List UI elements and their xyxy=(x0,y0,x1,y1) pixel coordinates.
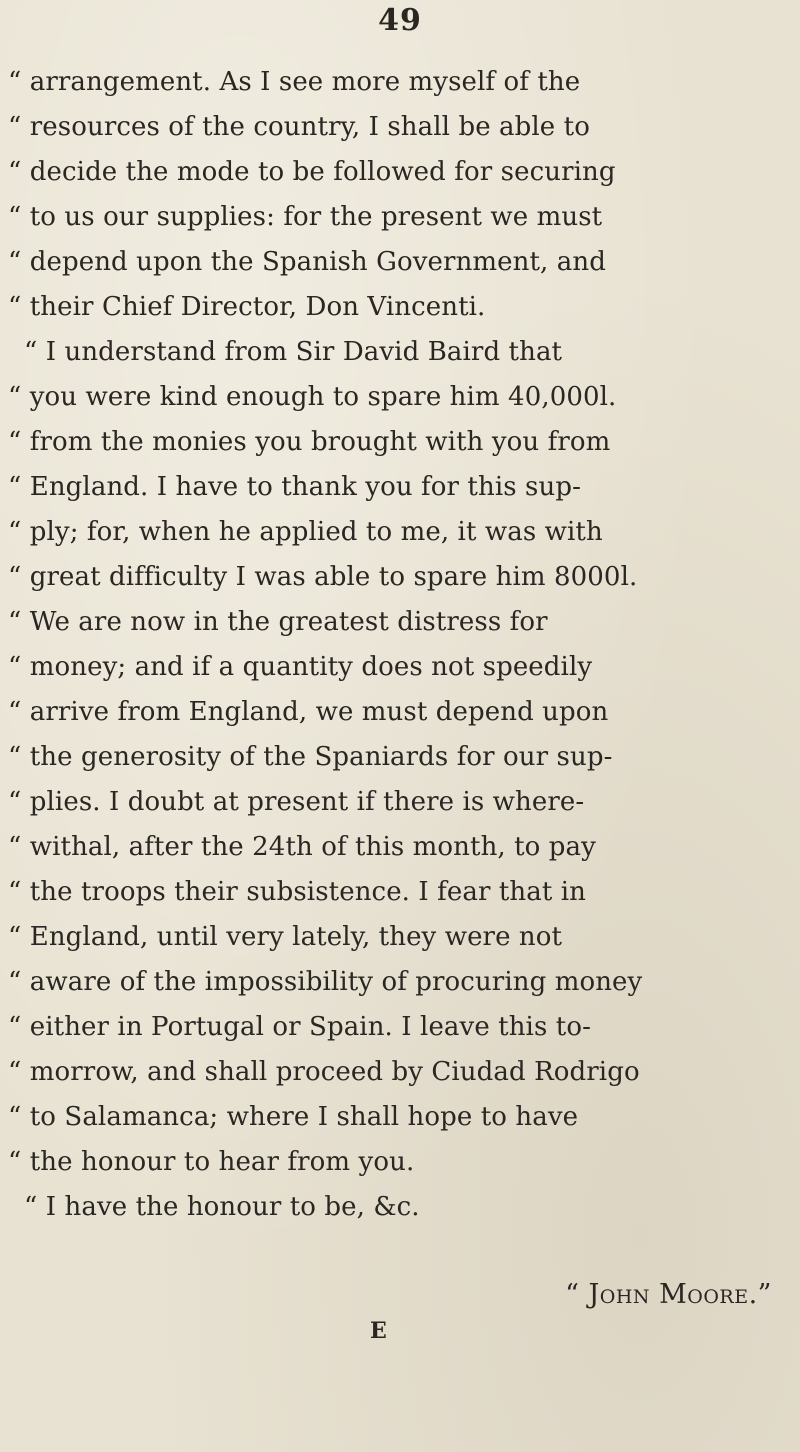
text-line: “ money; and if a quantity does not speedily xyxy=(8,652,593,682)
letter-body xyxy=(8,60,792,1230)
text-line: “ decide the mode to be followed for securing xyxy=(8,157,616,187)
text-line: “ ply; for, when he applied to me, it was with xyxy=(8,517,603,547)
text-line: “ England, until very lately, they were not xyxy=(8,922,563,952)
text-line: “ aware of the impossibility of procuring money xyxy=(8,967,643,997)
text-line: “ great difficulty I was able to spare him 8000l. xyxy=(8,562,638,592)
text-line: “ We are now in the greatest distress for xyxy=(8,607,548,637)
text-line: “ arrangement. As I see more myself of the xyxy=(8,67,581,97)
signature: “ John Moore.” xyxy=(565,1279,772,1310)
text-line: “ I understand from Sir David Baird that xyxy=(24,337,563,367)
text-line: “ plies. I doubt at present if there is where- xyxy=(8,787,585,817)
text-line: “ to us our supplies: for the present we must xyxy=(8,202,603,232)
text-line: “ arrive from England, we must depend upon xyxy=(8,697,609,727)
text-line: “ to Salamanca; where I shall hope to have xyxy=(8,1102,579,1132)
text-line: “ depend upon the Spanish Government, and xyxy=(8,247,606,277)
text-line: “ either in Portugal or Spain. I leave this to- xyxy=(8,1012,591,1042)
closing-line: “ I have the honour to be, &c. xyxy=(24,1192,420,1222)
text-line: “ withal, after the 24th of this month, to pay xyxy=(8,832,596,862)
text-line: “ their Chief Director, Don Vincenti. xyxy=(8,292,486,322)
text-line: “ you were kind enough to spare him 40,000l. xyxy=(8,382,617,412)
text-line: “ the generosity of the Spaniards for our sup- xyxy=(8,742,613,772)
text-line: “ the troops their subsistence. I fear that in xyxy=(8,877,587,907)
page-number: 49 xyxy=(378,3,422,38)
text-line: “ morrow, and shall proceed by Ciudad Rodrigo xyxy=(8,1057,640,1087)
text-line: “ the honour to hear from you. xyxy=(8,1147,415,1177)
text-line: “ England. I have to thank you for this sup- xyxy=(8,472,581,502)
signature-mark: E xyxy=(370,1318,387,1344)
text-line: “ from the monies you brought with you from xyxy=(8,427,611,457)
text-line: “ resources of the country, I shall be able to xyxy=(8,112,590,142)
